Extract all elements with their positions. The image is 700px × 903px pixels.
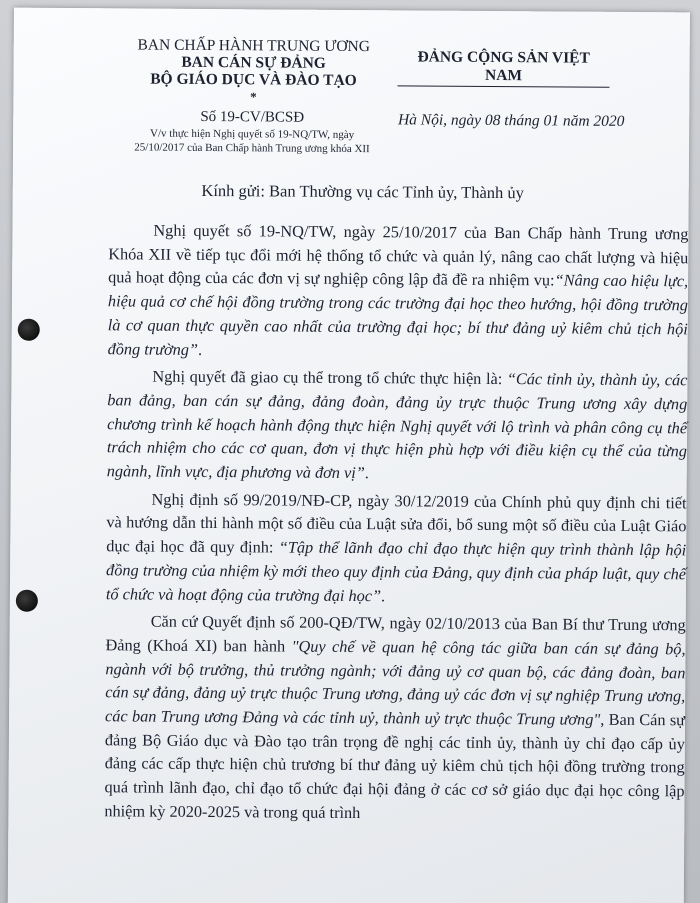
- punch-hole-bottom: [16, 590, 38, 612]
- paragraph-3-end: .: [381, 585, 386, 605]
- subject-block: [117, 126, 387, 156]
- paragraph-4-quote: "Quy chế về quan hệ công tác giữa ban cán sự đảng bộ, ngành với bộ trưởng, thủ trưởng ngành; với đảng uỷ cơ quan bộ, các đảng đoàn, ban cán sự đảng, đảng uỷ trực thuộc Trung ương, đảng uỷ các đơn vị sự nghiệp Trung ương, các ban Trung ương Đảng và các tỉnh uỷ, thành uỷ trực thuộc Trung ương": [104, 636, 686, 729]
- punch-hole-top: [18, 319, 40, 341]
- paragraph-2-quote: “Các tỉnh ủy, thành ủy, các ban đảng, ban cán sự đảng, đảng đoàn, đảng ủy trực thuộc Trung ương xây dựng chương trình kế hoạch hành động thực hiện Nghị quyết với lộ trình và phân công cụ thể trách nhiệm cho các cơ quan, đơn vị thực hiện phù hợp với điều kiện cụ thể của từng ngành, lĩnh vực, địa phương và đơn vị”: [106, 369, 688, 483]
- paragraph-2-end: .: [364, 463, 369, 483]
- paper-sheet: [8, 8, 690, 903]
- party-name-text: ĐẢNG CỘNG SẢN VIỆT NAM: [397, 48, 609, 87]
- paragraph-1-end: .: [197, 339, 203, 359]
- issuer-line-party-cadres: BAN CÁN SỰ ĐẢNG: [181, 53, 326, 72]
- paragraph-4: [104, 610, 685, 827]
- date-line: Hà Nội, ngày 08 tháng 01 năm 2020: [397, 111, 625, 130]
- issuer-block: [113, 36, 393, 104]
- paragraph-2-text: Nghị quyết đã giao cụ thể trong tổ chức thực hiện là:: [152, 366, 507, 389]
- subject-line-1: V/v thực hiện Nghị quyết số 19-NQ/TW, ngày: [150, 127, 355, 142]
- paragraph-1: [108, 218, 689, 364]
- issuer-line-central-committee: BAN CHẤP HÀNH TRUNG ƯƠNG: [137, 36, 371, 56]
- subject-line-2: 25/10/2017 của Ban Chấp hành Trung ương khóa XII: [134, 141, 370, 156]
- paragraph-2: [107, 365, 688, 488]
- issuer-line-ministry: BỘ GIÁO DỤC VÀ ĐÀO TẠO: [150, 70, 357, 90]
- paragraph-3-quote: “Tập thể lãnh đạo chỉ đạo thực hiện quy trình thành lập hội đồng trường của nhiệm kỳ mới theo quy định của Đảng, quy định của pháp luật, quy chế tổ chức và hoạt động của trường đại học”: [105, 537, 687, 605]
- greeting: Kính gửi: Ban Thường vụ các Tỉnh ủy, Thành ủy: [201, 180, 525, 203]
- paragraph-4-text: Căn cứ Quyết định số 200-QĐ/TW, ngày 02/10/2013 của Ban Bí thư Trung ương Đảng (Khoá XI) ban hành: [105, 611, 686, 656]
- paragraph-4-rest: , Ban Cán sự đảng Bộ Giáo dục và Đào tạo trân trọng đề nghị các tỉnh ủy, thành ủy chỉ đạo cấp ủy đảng các cấp thực hiện chủ trương bí thư đảng uỷ kiêm chủ tịch hội đồng trường trong quá trình lãnh đạo, chỉ đạo tổ chức đại hội đảng ở các cơ sở giáo dục đại học công lập nhiệm kỳ 2020-2025 và trong quá trình: [104, 709, 686, 822]
- letter-body: [104, 218, 688, 831]
- paragraph-1-quote: “Nâng cao hiệu lực, hiệu quả cơ chế hội đồng trường trong các trường đại học theo hướng, hội đồng trường là cơ quan thực quyền cao nhất của trường đại học; bí thư đảng uỷ kiêm chủ tịch hội đồng trường”: [107, 270, 689, 359]
- header-star: *: [250, 89, 257, 105]
- paragraph-3-text: Nghị định số 99/2019/NĐ-CP, ngày 30/12/2019 của Chính phủ quy định chi tiết và hướng dẫn thi hành một số điều của Luật sửa đổi, bổ sung một số điều của Luật Giáo dục đại học đã quy định:: [106, 489, 687, 557]
- document-number: Số 19-CV/BCSĐ: [200, 108, 305, 126]
- paragraph-3: [106, 487, 687, 610]
- party-name: [397, 48, 609, 87]
- paragraph-1-text: Nghị quyết số 19-NQ/TW, ngày 25/10/2017 của Ban Chấp hành Trung ương Khóa XII về tiếp tục đổi mới hệ thống tổ chức và quản lý, nâng cao chất lượng và hiệu quả hoạt động của các đơn vị sự nghiệp công lập đã đề ra nhiệm vụ:: [108, 220, 689, 290]
